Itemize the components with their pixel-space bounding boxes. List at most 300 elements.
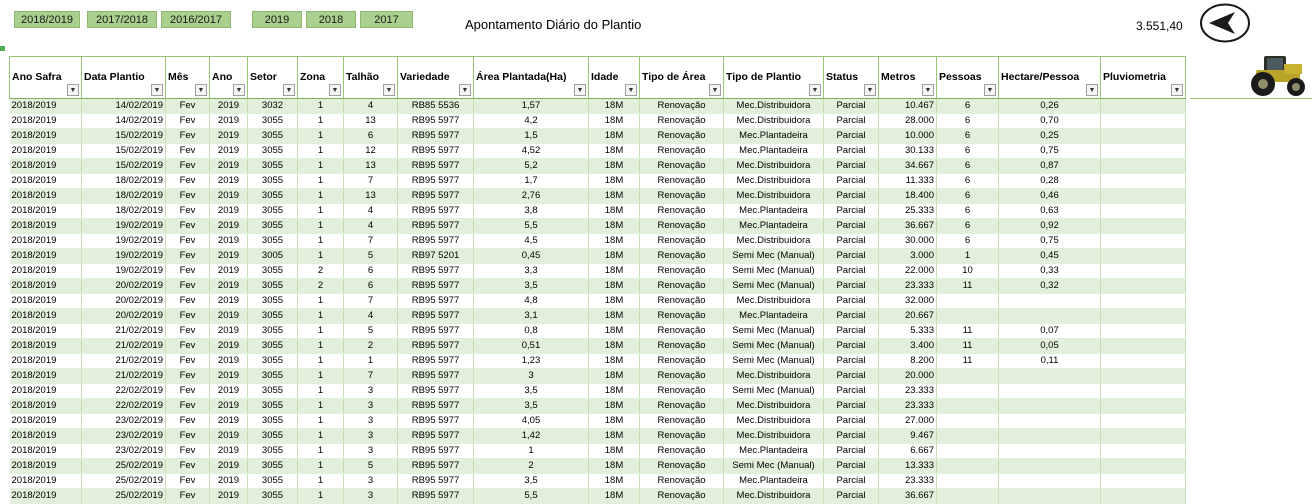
table-cell[interactable]: 3055 xyxy=(248,189,298,204)
table-cell[interactable]: 30.133 xyxy=(879,144,937,159)
table-cell[interactable]: Mec.Plantadeira xyxy=(724,474,824,489)
table-cell[interactable]: 2019 xyxy=(210,444,248,459)
table-cell[interactable]: 13 xyxy=(344,159,398,174)
table-cell[interactable]: 23/02/2019 xyxy=(82,414,166,429)
table-cell[interactable]: 3055 xyxy=(248,444,298,459)
table-cell[interactable]: 2019 xyxy=(210,324,248,339)
table-cell[interactable]: 10.000 xyxy=(879,129,937,144)
table-cell[interactable]: 18M xyxy=(589,159,640,174)
table-cell[interactable]: RB95 5977 xyxy=(398,399,474,414)
table-cell[interactable]: 23/02/2019 xyxy=(82,444,166,459)
table-cell[interactable]: 18M xyxy=(589,219,640,234)
table-cell[interactable] xyxy=(999,369,1101,384)
table-cell[interactable]: Semi Mec (Manual) xyxy=(724,279,824,294)
table-cell[interactable]: 4,8 xyxy=(474,294,589,309)
table-cell[interactable]: 0,28 xyxy=(999,174,1101,189)
table-cell[interactable] xyxy=(1101,324,1186,339)
table-cell[interactable]: Fev xyxy=(166,474,210,489)
table-cell[interactable]: 1,7 xyxy=(474,174,589,189)
table-cell[interactable]: Parcial xyxy=(824,279,879,294)
table-cell[interactable]: RB95 5977 xyxy=(398,414,474,429)
table-cell[interactable]: Fev xyxy=(166,189,210,204)
table-cell[interactable]: 3055 xyxy=(248,324,298,339)
table-cell[interactable]: Fev xyxy=(166,459,210,474)
table-cell[interactable]: 2018/2019 xyxy=(10,459,82,474)
table-cell[interactable]: Renovação xyxy=(640,234,724,249)
table-cell[interactable]: Parcial xyxy=(824,474,879,489)
table-cell[interactable]: 2018/2019 xyxy=(10,204,82,219)
table-cell[interactable]: RB95 5977 xyxy=(398,474,474,489)
table-cell[interactable]: 23.333 xyxy=(879,384,937,399)
table-cell[interactable]: 18M xyxy=(589,399,640,414)
table-cell[interactable]: Parcial xyxy=(824,204,879,219)
table-cell[interactable]: 6 xyxy=(344,264,398,279)
table-cell[interactable]: 2019 xyxy=(210,474,248,489)
table-cell[interactable]: 20.667 xyxy=(879,309,937,324)
table-cell[interactable]: 2019 xyxy=(210,369,248,384)
table-cell[interactable] xyxy=(937,474,999,489)
table-cell[interactable]: 15/02/2019 xyxy=(82,129,166,144)
table-cell[interactable]: 3.400 xyxy=(879,339,937,354)
table-cell[interactable]: Parcial xyxy=(824,249,879,264)
table-cell[interactable]: 4,05 xyxy=(474,414,589,429)
table-cell[interactable]: 3,5 xyxy=(474,399,589,414)
table-cell[interactable]: 2018/2019 xyxy=(10,264,82,279)
table-cell[interactable]: 34.667 xyxy=(879,159,937,174)
table-cell[interactable]: 1 xyxy=(298,144,344,159)
table-cell[interactable]: 4 xyxy=(344,204,398,219)
table-cell[interactable] xyxy=(1101,459,1186,474)
table-cell[interactable]: 1 xyxy=(298,234,344,249)
table-cell[interactable]: 1 xyxy=(298,369,344,384)
table-cell[interactable]: 1,23 xyxy=(474,354,589,369)
table-cell[interactable]: 1 xyxy=(298,219,344,234)
table-cell[interactable]: Parcial xyxy=(824,459,879,474)
table-cell[interactable]: Mec.Distribuidora xyxy=(724,294,824,309)
filter-dropdown-icon[interactable]: ▼ xyxy=(809,84,821,96)
table-cell[interactable]: 2018/2019 xyxy=(10,129,82,144)
table-cell[interactable]: 3055 xyxy=(248,489,298,504)
table-cell[interactable]: 18M xyxy=(589,309,640,324)
table-cell[interactable]: 2018/2019 xyxy=(10,339,82,354)
table-cell[interactable]: 18M xyxy=(589,99,640,114)
table-cell[interactable] xyxy=(1101,399,1186,414)
filter-dropdown-icon[interactable]: ▼ xyxy=(574,84,586,96)
table-cell[interactable]: 5,5 xyxy=(474,219,589,234)
table-cell[interactable]: 18M xyxy=(589,339,640,354)
table-cell[interactable]: 2 xyxy=(344,339,398,354)
table-cell[interactable]: 0,75 xyxy=(999,144,1101,159)
table-cell[interactable] xyxy=(999,294,1101,309)
table-cell[interactable]: Semi Mec (Manual) xyxy=(724,264,824,279)
table-cell[interactable]: 5,2 xyxy=(474,159,589,174)
table-cell[interactable]: 21/02/2019 xyxy=(82,339,166,354)
table-cell[interactable] xyxy=(1101,99,1186,114)
table-cell[interactable] xyxy=(1101,264,1186,279)
table-cell[interactable]: 2018/2019 xyxy=(10,189,82,204)
table-cell[interactable]: 0,87 xyxy=(999,159,1101,174)
table-cell[interactable] xyxy=(937,399,999,414)
table-cell[interactable]: RB95 5977 xyxy=(398,429,474,444)
table-cell[interactable]: 1 xyxy=(298,174,344,189)
slicer-safra-2018-2019[interactable]: 2018/2019 xyxy=(14,11,80,28)
table-cell[interactable] xyxy=(1101,114,1186,129)
table-cell[interactable]: 2018/2019 xyxy=(10,159,82,174)
table-cell[interactable]: 3055 xyxy=(248,309,298,324)
table-cell[interactable]: 13.333 xyxy=(879,459,937,474)
table-cell[interactable]: Semi Mec (Manual) xyxy=(724,324,824,339)
table-cell[interactable] xyxy=(999,384,1101,399)
table-cell[interactable]: 3 xyxy=(344,444,398,459)
table-cell[interactable]: RB95 5977 xyxy=(398,294,474,309)
table-cell[interactable]: 2019 xyxy=(210,339,248,354)
slicer-ano-2017[interactable]: 2017 xyxy=(360,11,413,28)
table-cell[interactable] xyxy=(999,459,1101,474)
table-cell[interactable] xyxy=(937,444,999,459)
table-cell[interactable] xyxy=(1101,234,1186,249)
table-cell[interactable]: 18M xyxy=(589,189,640,204)
table-cell[interactable]: 0,63 xyxy=(999,204,1101,219)
filter-dropdown-icon[interactable]: ▼ xyxy=(329,84,341,96)
table-cell[interactable]: 3055 xyxy=(248,294,298,309)
table-cell[interactable]: 1 xyxy=(298,309,344,324)
slicer-ano-2018[interactable]: 2018 xyxy=(306,11,356,28)
table-cell[interactable]: Mec.Distribuidora xyxy=(724,114,824,129)
table-cell[interactable]: Fev xyxy=(166,99,210,114)
table-cell[interactable]: Fev xyxy=(166,414,210,429)
table-cell[interactable]: 3,5 xyxy=(474,474,589,489)
table-cell[interactable]: 1 xyxy=(298,189,344,204)
table-cell[interactable] xyxy=(1101,279,1186,294)
table-cell[interactable]: 3 xyxy=(344,384,398,399)
table-cell[interactable]: 18.400 xyxy=(879,189,937,204)
table-cell[interactable]: Parcial xyxy=(824,429,879,444)
table-cell[interactable]: Renovação xyxy=(640,339,724,354)
table-cell[interactable]: Mec.Distribuidora xyxy=(724,429,824,444)
table-cell[interactable]: 1 xyxy=(298,324,344,339)
table-cell[interactable]: 1,57 xyxy=(474,99,589,114)
table-cell[interactable]: Parcial xyxy=(824,174,879,189)
table-cell[interactable]: Mec.Distribuidora xyxy=(724,234,824,249)
table-cell[interactable]: 0,32 xyxy=(999,279,1101,294)
table-cell[interactable]: Fev xyxy=(166,264,210,279)
table-cell[interactable]: 19/02/2019 xyxy=(82,249,166,264)
table-cell[interactable]: 2018/2019 xyxy=(10,99,82,114)
table-cell[interactable]: 3055 xyxy=(248,204,298,219)
table-cell[interactable]: Fev xyxy=(166,324,210,339)
table-cell[interactable]: Parcial xyxy=(824,339,879,354)
table-cell[interactable]: Renovação xyxy=(640,189,724,204)
table-cell[interactable]: 6 xyxy=(937,99,999,114)
table-cell[interactable]: 36.667 xyxy=(879,219,937,234)
table-cell[interactable]: 18M xyxy=(589,129,640,144)
table-cell[interactable] xyxy=(1101,339,1186,354)
table-cell[interactable] xyxy=(1101,294,1186,309)
table-cell[interactable]: 1 xyxy=(298,114,344,129)
table-cell[interactable]: 0,33 xyxy=(999,264,1101,279)
table-cell[interactable]: 6 xyxy=(344,129,398,144)
table-cell[interactable]: 7 xyxy=(344,294,398,309)
table-cell[interactable]: RB95 5977 xyxy=(398,234,474,249)
table-cell[interactable]: 2 xyxy=(474,459,589,474)
table-cell[interactable]: 23.333 xyxy=(879,474,937,489)
table-cell[interactable]: 0,05 xyxy=(999,339,1101,354)
table-cell[interactable]: RB85 5536 xyxy=(398,99,474,114)
table-cell[interactable]: Mec.Plantadeira xyxy=(724,129,824,144)
table-cell[interactable]: 1 xyxy=(298,129,344,144)
table-cell[interactable]: 6 xyxy=(937,144,999,159)
table-cell[interactable] xyxy=(1101,444,1186,459)
table-cell[interactable] xyxy=(1101,204,1186,219)
table-cell[interactable] xyxy=(1101,144,1186,159)
table-cell[interactable] xyxy=(999,474,1101,489)
table-cell[interactable]: 2018/2019 xyxy=(10,429,82,444)
table-cell[interactable]: 3055 xyxy=(248,459,298,474)
table-cell[interactable]: Fev xyxy=(166,129,210,144)
table-cell[interactable]: 1 xyxy=(298,414,344,429)
table-cell[interactable]: Fev xyxy=(166,144,210,159)
table-cell[interactable]: Parcial xyxy=(824,189,879,204)
table-cell[interactable]: 18M xyxy=(589,354,640,369)
table-cell[interactable]: Fev xyxy=(166,159,210,174)
table-cell[interactable] xyxy=(1101,219,1186,234)
table-cell[interactable]: Renovação xyxy=(640,249,724,264)
table-cell[interactable]: 3,1 xyxy=(474,309,589,324)
table-cell[interactable] xyxy=(937,384,999,399)
table-cell[interactable] xyxy=(1101,309,1186,324)
table-cell[interactable]: 3055 xyxy=(248,279,298,294)
table-cell[interactable]: 6 xyxy=(937,159,999,174)
table-cell[interactable]: 2019 xyxy=(210,129,248,144)
table-cell[interactable]: 28.000 xyxy=(879,114,937,129)
table-cell[interactable] xyxy=(1101,189,1186,204)
table-cell[interactable]: 18M xyxy=(589,279,640,294)
table-cell[interactable]: 2018/2019 xyxy=(10,444,82,459)
table-cell[interactable]: 2018/2019 xyxy=(10,279,82,294)
table-cell[interactable]: 2019 xyxy=(210,459,248,474)
table-cell[interactable]: 6 xyxy=(937,234,999,249)
table-cell[interactable]: RB95 5977 xyxy=(398,114,474,129)
table-cell[interactable] xyxy=(999,309,1101,324)
table-cell[interactable]: 15/02/2019 xyxy=(82,144,166,159)
table-cell[interactable]: Mec.Plantadeira xyxy=(724,219,824,234)
table-cell[interactable]: 6 xyxy=(937,219,999,234)
table-cell[interactable]: 0,25 xyxy=(999,129,1101,144)
table-cell[interactable]: 3 xyxy=(344,474,398,489)
table-cell[interactable]: 2019 xyxy=(210,174,248,189)
table-cell[interactable]: Renovação xyxy=(640,489,724,504)
filter-dropdown-icon[interactable]: ▼ xyxy=(383,84,395,96)
filter-dropdown-icon[interactable]: ▼ xyxy=(1171,84,1183,96)
table-cell[interactable]: Mec.Distribuidora xyxy=(724,399,824,414)
table-cell[interactable]: 0,45 xyxy=(474,249,589,264)
table-cell[interactable]: 2019 xyxy=(210,489,248,504)
table-cell[interactable]: 1 xyxy=(298,159,344,174)
table-cell[interactable]: 18M xyxy=(589,459,640,474)
table-cell[interactable]: 4,52 xyxy=(474,144,589,159)
table-cell[interactable]: 18M xyxy=(589,474,640,489)
table-cell[interactable]: Parcial xyxy=(824,114,879,129)
table-cell[interactable]: 0,46 xyxy=(999,189,1101,204)
table-cell[interactable]: 14/02/2019 xyxy=(82,114,166,129)
table-cell[interactable]: 0,51 xyxy=(474,339,589,354)
table-cell[interactable]: 1 xyxy=(298,399,344,414)
table-cell[interactable] xyxy=(999,414,1101,429)
table-cell[interactable]: Renovação xyxy=(640,174,724,189)
table-cell[interactable]: 3 xyxy=(344,414,398,429)
filter-dropdown-icon[interactable]: ▼ xyxy=(195,84,207,96)
table-cell[interactable]: 3 xyxy=(344,489,398,504)
table-cell[interactable]: RB95 5977 xyxy=(398,144,474,159)
table-cell[interactable]: 2018/2019 xyxy=(10,414,82,429)
table-cell[interactable]: 18M xyxy=(589,369,640,384)
table-cell[interactable]: RB95 5977 xyxy=(398,204,474,219)
table-cell[interactable]: Renovação xyxy=(640,294,724,309)
table-cell[interactable]: Fev xyxy=(166,219,210,234)
table-cell[interactable]: Parcial xyxy=(824,384,879,399)
table-cell[interactable]: 3032 xyxy=(248,99,298,114)
table-cell[interactable]: 2019 xyxy=(210,204,248,219)
table-cell[interactable]: 13 xyxy=(344,189,398,204)
table-cell[interactable]: RB95 5977 xyxy=(398,384,474,399)
table-cell[interactable]: 2019 xyxy=(210,279,248,294)
table-cell[interactable]: 2 xyxy=(298,264,344,279)
table-cell[interactable]: Fev xyxy=(166,339,210,354)
table-cell[interactable]: Mec.Distribuidora xyxy=(724,99,824,114)
table-cell[interactable]: 3,5 xyxy=(474,279,589,294)
table-cell[interactable]: 2019 xyxy=(210,264,248,279)
table-cell[interactable]: 2019 xyxy=(210,309,248,324)
filter-dropdown-icon[interactable]: ▼ xyxy=(283,84,295,96)
table-cell[interactable]: Renovação xyxy=(640,354,724,369)
table-cell[interactable]: 4,5 xyxy=(474,234,589,249)
table-cell[interactable]: RB95 5977 xyxy=(398,339,474,354)
table-cell[interactable]: 6 xyxy=(937,174,999,189)
table-cell[interactable] xyxy=(937,294,999,309)
table-cell[interactable] xyxy=(1101,369,1186,384)
table-cell[interactable]: 20/02/2019 xyxy=(82,294,166,309)
table-cell[interactable]: 11 xyxy=(937,339,999,354)
table-cell[interactable]: 2019 xyxy=(210,114,248,129)
table-cell[interactable] xyxy=(937,414,999,429)
table-cell[interactable]: 19/02/2019 xyxy=(82,234,166,249)
table-cell[interactable]: 8.200 xyxy=(879,354,937,369)
table-cell[interactable]: 25.333 xyxy=(879,204,937,219)
table-cell[interactable]: 18M xyxy=(589,114,640,129)
table-cell[interactable]: Renovação xyxy=(640,459,724,474)
table-cell[interactable]: 2018/2019 xyxy=(10,489,82,504)
table-cell[interactable]: 2018/2019 xyxy=(10,309,82,324)
table-cell[interactable] xyxy=(937,489,999,504)
table-cell[interactable]: 20.000 xyxy=(879,369,937,384)
table-cell[interactable]: 22/02/2019 xyxy=(82,384,166,399)
table-cell[interactable]: Parcial xyxy=(824,369,879,384)
table-cell[interactable]: 5 xyxy=(344,459,398,474)
table-cell[interactable]: Renovação xyxy=(640,279,724,294)
table-cell[interactable]: 3005 xyxy=(248,249,298,264)
table-cell[interactable]: 14/02/2019 xyxy=(82,99,166,114)
table-cell[interactable]: Fev xyxy=(166,174,210,189)
table-cell[interactable] xyxy=(937,369,999,384)
table-cell[interactable]: 3 xyxy=(474,369,589,384)
table-cell[interactable]: Parcial xyxy=(824,234,879,249)
filter-dropdown-icon[interactable]: ▼ xyxy=(984,84,996,96)
table-cell[interactable]: RB95 5977 xyxy=(398,489,474,504)
table-cell[interactable]: 18M xyxy=(589,384,640,399)
table-cell[interactable]: 6.667 xyxy=(879,444,937,459)
table-cell[interactable] xyxy=(1101,249,1186,264)
table-cell[interactable]: Renovação xyxy=(640,399,724,414)
table-cell[interactable]: Parcial xyxy=(824,129,879,144)
table-cell[interactable]: 3055 xyxy=(248,159,298,174)
table-cell[interactable]: 18M xyxy=(589,444,640,459)
table-cell[interactable]: 1 xyxy=(298,204,344,219)
table-cell[interactable]: 5.333 xyxy=(879,324,937,339)
table-cell[interactable]: 0,45 xyxy=(999,249,1101,264)
slicer-ano-2019[interactable]: 2019 xyxy=(252,11,302,28)
filter-dropdown-icon[interactable]: ▼ xyxy=(151,84,163,96)
filter-dropdown-icon[interactable]: ▼ xyxy=(1086,84,1098,96)
table-cell[interactable]: 20/02/2019 xyxy=(82,279,166,294)
table-cell[interactable]: 3055 xyxy=(248,429,298,444)
table-cell[interactable]: 3055 xyxy=(248,474,298,489)
table-cell[interactable] xyxy=(999,444,1101,459)
table-cell[interactable] xyxy=(937,309,999,324)
table-cell[interactable] xyxy=(1101,174,1186,189)
slicer-safra-2016-2017[interactable]: 2016/2017 xyxy=(161,11,231,28)
table-cell[interactable]: 7 xyxy=(344,174,398,189)
table-cell[interactable]: 18M xyxy=(589,249,640,264)
table-cell[interactable]: 2019 xyxy=(210,429,248,444)
table-cell[interactable]: 2019 xyxy=(210,399,248,414)
table-cell[interactable]: RB97 5201 xyxy=(398,249,474,264)
table-cell[interactable]: 2018/2019 xyxy=(10,249,82,264)
table-cell[interactable]: 2,76 xyxy=(474,189,589,204)
table-cell[interactable]: Parcial xyxy=(824,309,879,324)
table-cell[interactable]: 0,07 xyxy=(999,324,1101,339)
table-cell[interactable]: Mec.Distribuidora xyxy=(724,189,824,204)
table-cell[interactable]: RB95 5977 xyxy=(398,219,474,234)
table-cell[interactable]: Semi Mec (Manual) xyxy=(724,339,824,354)
table-cell[interactable]: 1 xyxy=(298,384,344,399)
table-cell[interactable] xyxy=(999,429,1101,444)
table-cell[interactable]: 2018/2019 xyxy=(10,114,82,129)
table-cell[interactable]: RB95 5977 xyxy=(398,369,474,384)
table-cell[interactable]: Renovação xyxy=(640,144,724,159)
table-cell[interactable]: Fev xyxy=(166,384,210,399)
table-cell[interactable]: 1 xyxy=(298,474,344,489)
table-cell[interactable]: 18M xyxy=(589,429,640,444)
table-cell[interactable]: 6 xyxy=(937,114,999,129)
table-cell[interactable]: 2018/2019 xyxy=(10,174,82,189)
table-cell[interactable]: Parcial xyxy=(824,444,879,459)
table-cell[interactable]: 6 xyxy=(937,204,999,219)
table-cell[interactable]: 3055 xyxy=(248,399,298,414)
table-cell[interactable]: 27.000 xyxy=(879,414,937,429)
table-cell[interactable]: 1 xyxy=(474,444,589,459)
table-cell[interactable]: 4 xyxy=(344,99,398,114)
table-cell[interactable]: 2018/2019 xyxy=(10,324,82,339)
table-cell[interactable] xyxy=(1101,159,1186,174)
filter-dropdown-icon[interactable]: ▼ xyxy=(709,84,721,96)
table-cell[interactable]: Mec.Plantadeira xyxy=(724,144,824,159)
table-cell[interactable]: 2019 xyxy=(210,414,248,429)
table-cell[interactable]: 1,5 xyxy=(474,129,589,144)
table-cell[interactable]: Mec.Plantadeira xyxy=(724,309,824,324)
table-cell[interactable]: 18M xyxy=(589,204,640,219)
table-cell[interactable]: 22.000 xyxy=(879,264,937,279)
filter-dropdown-icon[interactable]: ▼ xyxy=(67,84,79,96)
